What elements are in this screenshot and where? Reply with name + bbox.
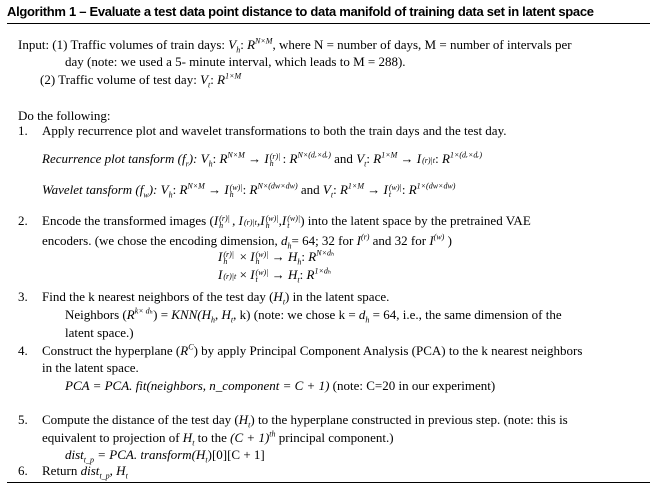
math-segment: KNN( [171,307,202,322]
math-segment: d [358,307,366,322]
math-segment: 1×M [347,181,364,191]
math-segment: (w)|h [265,214,279,231]
math-segment: h [236,45,241,55]
math-segment: V [356,151,365,166]
text-segment: and [330,151,357,166]
title-rule [7,23,650,24]
text-segment: , where N = number of days, M = number of intervals per [272,37,572,52]
text-segment: = 64, i.e., the same dimension of the [369,307,562,322]
math-segment: r [185,159,189,169]
text-segment: Apply recurrence plot and wavelet transformations to both the train days and the test day. [42,123,507,138]
math-segment: (w)|h [255,250,269,267]
math-segment: t_p [83,455,95,465]
algorithm-line [65,307,562,323]
math-segment: H [221,307,231,322]
algorithm-line [65,54,406,70]
text-segment: Return [42,463,81,478]
text-segment: : [282,151,290,166]
step-number: 6. [18,463,28,478]
math-segment: R [247,37,256,52]
math-segment: V [228,37,237,52]
math-segment: H [201,307,212,322]
math-segment: I [260,213,265,228]
text-segment: → [397,151,417,166]
math-segment: h [168,190,173,200]
text-segment: : [301,249,309,264]
algorithm-line [42,123,506,139]
math-segment: (r)|h [223,250,234,267]
math-segment: (w)|h [229,183,243,200]
math-segment: ): [188,151,201,166]
math-segment: 1×M [225,71,242,81]
text-segment: Construct the hyperplane ( [42,343,181,358]
math-segment: I [213,213,219,228]
math-segment: H [273,289,283,304]
math-segment: N×M [255,36,273,46]
text-segment: → [268,267,289,282]
math-segment: f [139,182,144,197]
text-segment: encoders. (we chose the encoding dimension, [42,233,281,248]
step-number: 5. [18,412,28,427]
text-segment: in the latent space. [42,360,139,375]
math-segment: (r)|h [269,152,281,169]
text-segment: → [244,151,265,166]
math-segment: (r) [360,232,370,242]
math-segment: V [160,182,169,197]
text-segment: , [278,213,282,228]
math-segment: (C + 1) [230,430,270,445]
math-segment: N×(dw×dw) [257,181,298,191]
algorithm-line [42,151,482,167]
text-segment: ) in the latent space. [285,289,390,304]
math-segment: N×(dᵣ×dᵣ) [297,150,331,160]
text-segment: × [236,267,251,282]
algorithm-line [218,267,331,283]
text-segment: , [232,213,239,228]
text-segment: : [240,37,248,52]
math-segment: H [288,267,298,282]
text-segment: ) [444,233,452,248]
math-segment: (w)|t [287,214,301,231]
math-segment: h [208,159,213,169]
text-segment: Find the k nearest neighbors of the test day ( [42,289,274,304]
step-number: 2. [18,213,28,228]
math-segment: H [238,412,249,427]
math-segment: I [429,233,434,248]
math-segment: w [143,190,149,200]
text-segment: → [268,249,289,264]
step-number: 4. [18,343,28,358]
text-segment: , [215,307,222,322]
text-segment: ) into the latent space by the pretrained VAE [300,213,531,228]
math-segment: H [288,249,298,264]
algorithm-line [18,108,110,124]
math-segment: V [200,72,209,87]
text-segment: and 32 for [369,233,430,248]
math-segment: t [125,471,128,481]
text-segment: : [435,151,442,166]
math-segment: (w)|t [388,183,402,200]
math-segment: R [219,151,228,166]
math-segment: t [205,455,208,465]
math-segment: H [182,430,193,445]
math-segment: R [339,182,348,197]
math-segment: R [441,151,450,166]
math-segment: (r)|t [244,217,257,227]
math-segment: (r)|t [223,271,237,281]
math-segment: h [297,257,302,267]
text-segment: day (note: we used a 5- minute interval, which leads to M = 288). [65,54,406,69]
text-segment: Compute the distance of the test day ( [42,412,239,427]
math-segment: k× dₕ [134,306,154,316]
math-segment: dist [65,447,84,462]
math-segment: t_p [99,471,110,481]
math-segment: Wavelet tansform ( [42,182,140,197]
math-segment: h [365,315,370,325]
algorithm-line [65,447,265,463]
text-segment: , [257,213,261,228]
math-segment: R [306,267,315,282]
math-segment: t [282,297,286,307]
math-segment: 1×(dw×dw) [416,181,456,191]
text-segment: : [299,267,307,282]
math-segment: = PCA. transform( [94,447,196,462]
algorithm-title: Algorithm 1 – Evaluate a test data point distance to data manifold of training data set in latent space [7,4,594,19]
algorithm-line [65,325,134,341]
text-segment: : [172,182,180,197]
math-segment: t [192,438,195,448]
math-segment: t [364,159,367,169]
math-segment: V [322,182,331,197]
text-segment: Input: (1) Traffic volumes of train days: [18,37,229,52]
text-segment: (2) Traffic volume of test day: [40,72,201,87]
text-segment: → [204,182,225,197]
algorithm-line [40,72,241,88]
math-segment: t [297,275,300,285]
math-segment: R [289,151,298,166]
text-segment: (note: C=20 in our experiment) [329,378,496,393]
text-segment: to the [194,430,231,445]
math-segment: PCA = PCA. fit(neighbors, n_component = C + 1) [65,378,330,393]
algorithm-line [42,343,582,359]
bottom-rule [7,482,650,483]
math-segment: R [408,182,417,197]
text-segment: → [363,182,384,197]
math-segment: I [356,233,361,248]
text-segment: : [333,182,340,197]
math-segment: (r)|t [422,155,435,165]
math-segment: 1×(dᵣ×dᵣ) [449,150,482,160]
text-segment: ) to the hyperplane constructed in previous step. (note: this is [250,412,568,427]
text-segment: : [366,151,374,166]
math-segment: R [126,307,135,322]
math-segment: t [330,190,334,200]
text-segment: ) by apply Principal Component Analysis (PCA) to the k nearest neighbors [193,343,583,358]
algorithm-line [42,289,389,305]
text-segment: , [109,463,117,478]
math-segment: t [248,420,251,430]
math-segment: Recurrence plot tansform ( [42,151,182,166]
algorithm-line [42,360,139,376]
algorithm-line [42,213,531,229]
math-segment: I [218,267,223,282]
text-segment: , k) (note: we chose k = [233,307,359,322]
math-segment: th [269,429,276,439]
math-segment: R [249,182,258,197]
math-segment: I [416,151,422,166]
algorithm-line [42,463,128,479]
text-segment: Encode the transformed images ( [42,213,214,228]
math-segment: I [250,249,255,264]
math-segment: N×M [187,181,205,191]
text-segment: latent space.) [65,325,134,340]
algorithm-line [65,378,495,394]
algorithm-line [18,37,572,53]
math-segment: N×dₕ [316,248,335,258]
math-segment: V [200,151,209,166]
math-segment: I [281,213,287,228]
algorithm-line [42,182,455,198]
math-segment: (w)|t [255,268,269,285]
math-segment: R [180,343,189,358]
math-segment: 1×M [381,150,398,160]
math-segment: 1×dₕ [314,266,332,276]
math-segment: I [238,213,244,228]
math-segment: H [116,463,126,478]
text-segment: Do the following: [18,108,111,123]
math-segment: t [208,80,211,90]
math-segment: R [373,151,382,166]
algorithm-line [42,412,568,428]
math-segment: R [217,72,226,87]
math-segment: h [287,241,292,251]
text-segment: = 64; 32 for [291,233,357,248]
math-segment: (w) [433,232,445,242]
math-segment: I [224,182,229,197]
math-segment: R [179,182,188,197]
math-segment: f [181,151,186,166]
text-segment: : [210,72,218,87]
text-segment: )[0][C + 1] [207,447,265,462]
text-segment: × [236,249,251,264]
algorithm-line [42,430,394,446]
math-segment: I [218,249,223,264]
math-segment: ): [148,182,161,197]
math-segment: I [383,182,388,197]
math-segment: N×M [227,150,245,160]
step-number: 3. [18,289,28,304]
math-segment: I [250,267,255,282]
algorithm-line [218,249,334,265]
text-segment: ) = [153,307,172,322]
algorithm-line [42,233,452,249]
step-number: 1. [18,123,28,138]
math-segment: h [211,315,216,325]
text-segment: : [401,182,409,197]
text-segment: equivalent to projection of [42,430,183,445]
math-segment: C [188,342,194,352]
text-segment: Neighbors ( [65,307,127,322]
math-segment: I [264,151,269,166]
math-segment: t [230,315,234,325]
math-segment: d [280,233,288,248]
math-segment: (r)|h [219,214,230,231]
math-segment: H [195,447,206,462]
text-segment: principal component.) [275,430,394,445]
math-segment: R [308,249,317,264]
text-segment: and [297,182,323,197]
text-segment: : [242,182,250,197]
math-segment: dist [80,463,100,478]
text-segment: : [212,151,220,166]
